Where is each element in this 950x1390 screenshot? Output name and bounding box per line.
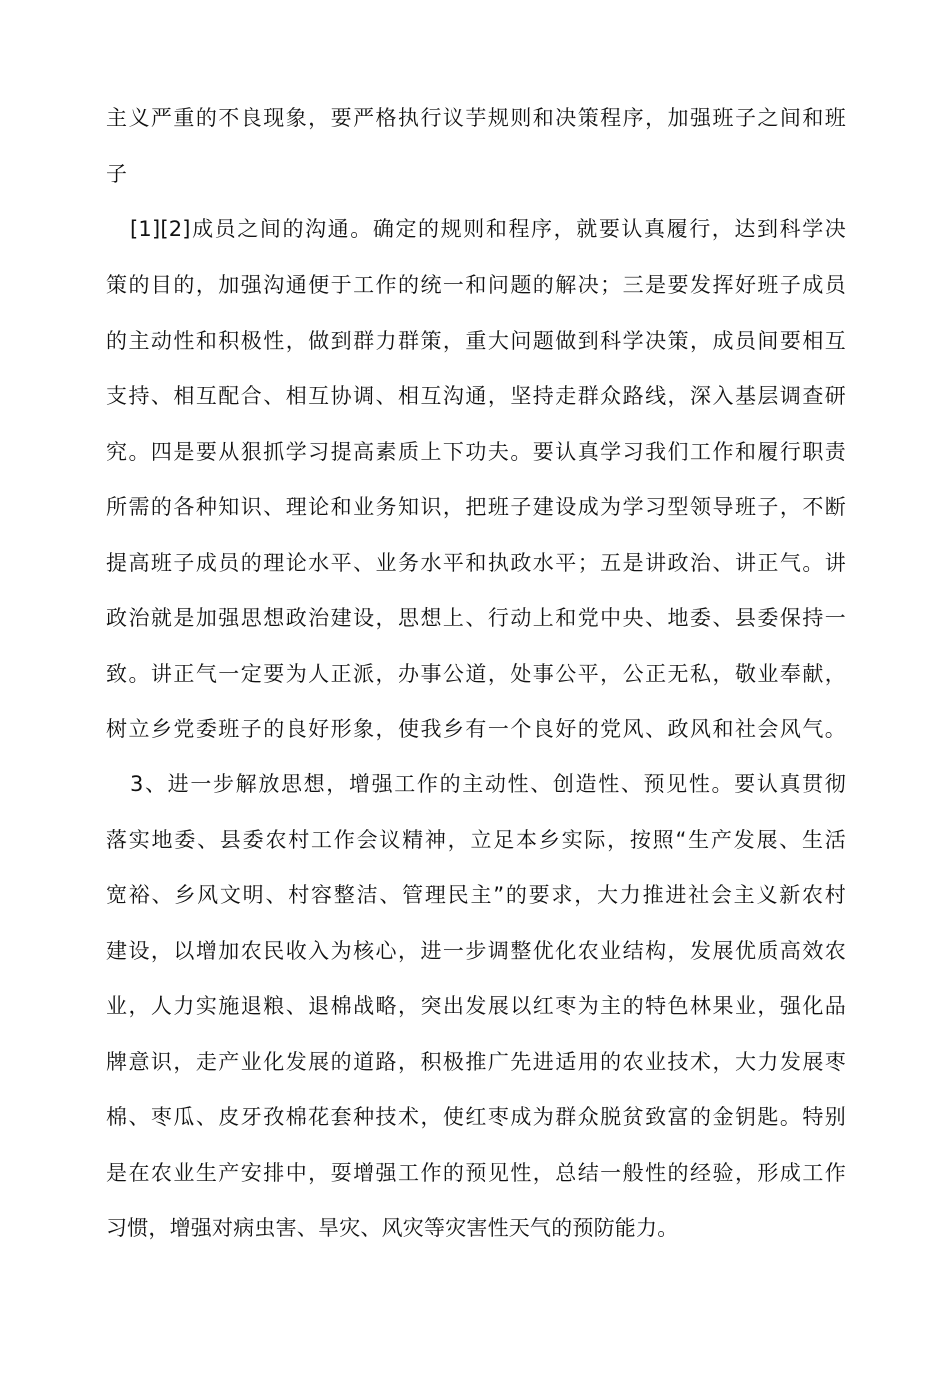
paragraph-3-line-3: 宽裕、乡风文明、村容整洁、管理民主”的要求，大力推进社会主义新农村 [106, 883, 846, 907]
paragraph-2-line-5: 究。四是要从狠抓学习提高素质上下功夫。要认真学习我们工作和履行职责 [106, 440, 846, 464]
paragraph-2-line-10: 树立乡党委班子的良好形象，使我乡有一个良好的党风、政风和社会风气。 [106, 717, 846, 741]
paragraph-3-line-9: 习惯，增强对病虫害、旱灾、风灾等灾害性天气的预防能力。 [106, 1216, 679, 1240]
paragraph-1-line-2: 子 [106, 162, 128, 186]
paragraph-2-line-7: 提高班子成员的理论水平、业务水平和执政水平；五是讲政治、讲正气。讲 [106, 551, 846, 575]
paragraph-2-line-1: [1][2]成员之间的沟通。确定的规则和程序，就要认真履行，达到科学决 [130, 217, 846, 241]
paragraph-3-line-5: 业，人力实施退粮、退棉战略，突出发展以红枣为主的特色林果业，强化品 [106, 994, 846, 1018]
paragraph-2-line-9: 致。讲正气一定要为人正派，办事公道，处事公平，公正无私，敬业奉献， [106, 662, 846, 686]
paragraph-3-line-7: 棉、枣瓜、皮牙孜棉花套种技术，使红枣成为群众脱贫致富的金钥匙。特别 [106, 1105, 846, 1129]
paragraph-1-line-1: 主义严重的不良现象，要严格执行议芋规则和决策程序，加强班子之间和班 [106, 106, 846, 130]
paragraph-3-line-2: 落实地委、县委农村工作会议精神，立足本乡实际，按照“生产发展、生活 [106, 828, 846, 852]
paragraph-2-line-4: 支持、相互配合、相互协调、相互沟通，坚持走群众路线，深入基层调查研 [106, 384, 846, 408]
paragraph-3-line-6: 牌意识，走产业化发展的道路，积极推广先进适用的农业技术，大力发展枣 [106, 1050, 846, 1074]
paragraph-2-line-3: 的主动性和积极性，做到群力群策，重大问题做到科学决策，成员间要相互 [106, 329, 846, 353]
paragraph-3-line-8: 是在农业生产安排中，耍增强工作的预见性，总结一般性的经验，形成工作 [106, 1161, 846, 1185]
paragraph-2-line-8: 政治就是加强思想政治建设，思想上、行动上和党中央、地委、县委保持一 [106, 606, 846, 630]
paragraph-2-line-2: 策的目的，加强沟通便于工作的统一和问题的解决；三是要发挥好班子成员 [106, 273, 846, 297]
paragraph-3-line-4: 建设，以增加农民收入为核心，进一步调整优化农业结构，发展优质高效农 [106, 939, 846, 963]
paragraph-2-line-6: 所需的各种知识、理论和业务知识，把班子建设成为学习型领导班子，不断 [106, 495, 846, 519]
paragraph-3-line-1: 3、进一步解放思想，增强工作的主动性、创造性、预见性。要认真贯彻 [130, 772, 846, 796]
